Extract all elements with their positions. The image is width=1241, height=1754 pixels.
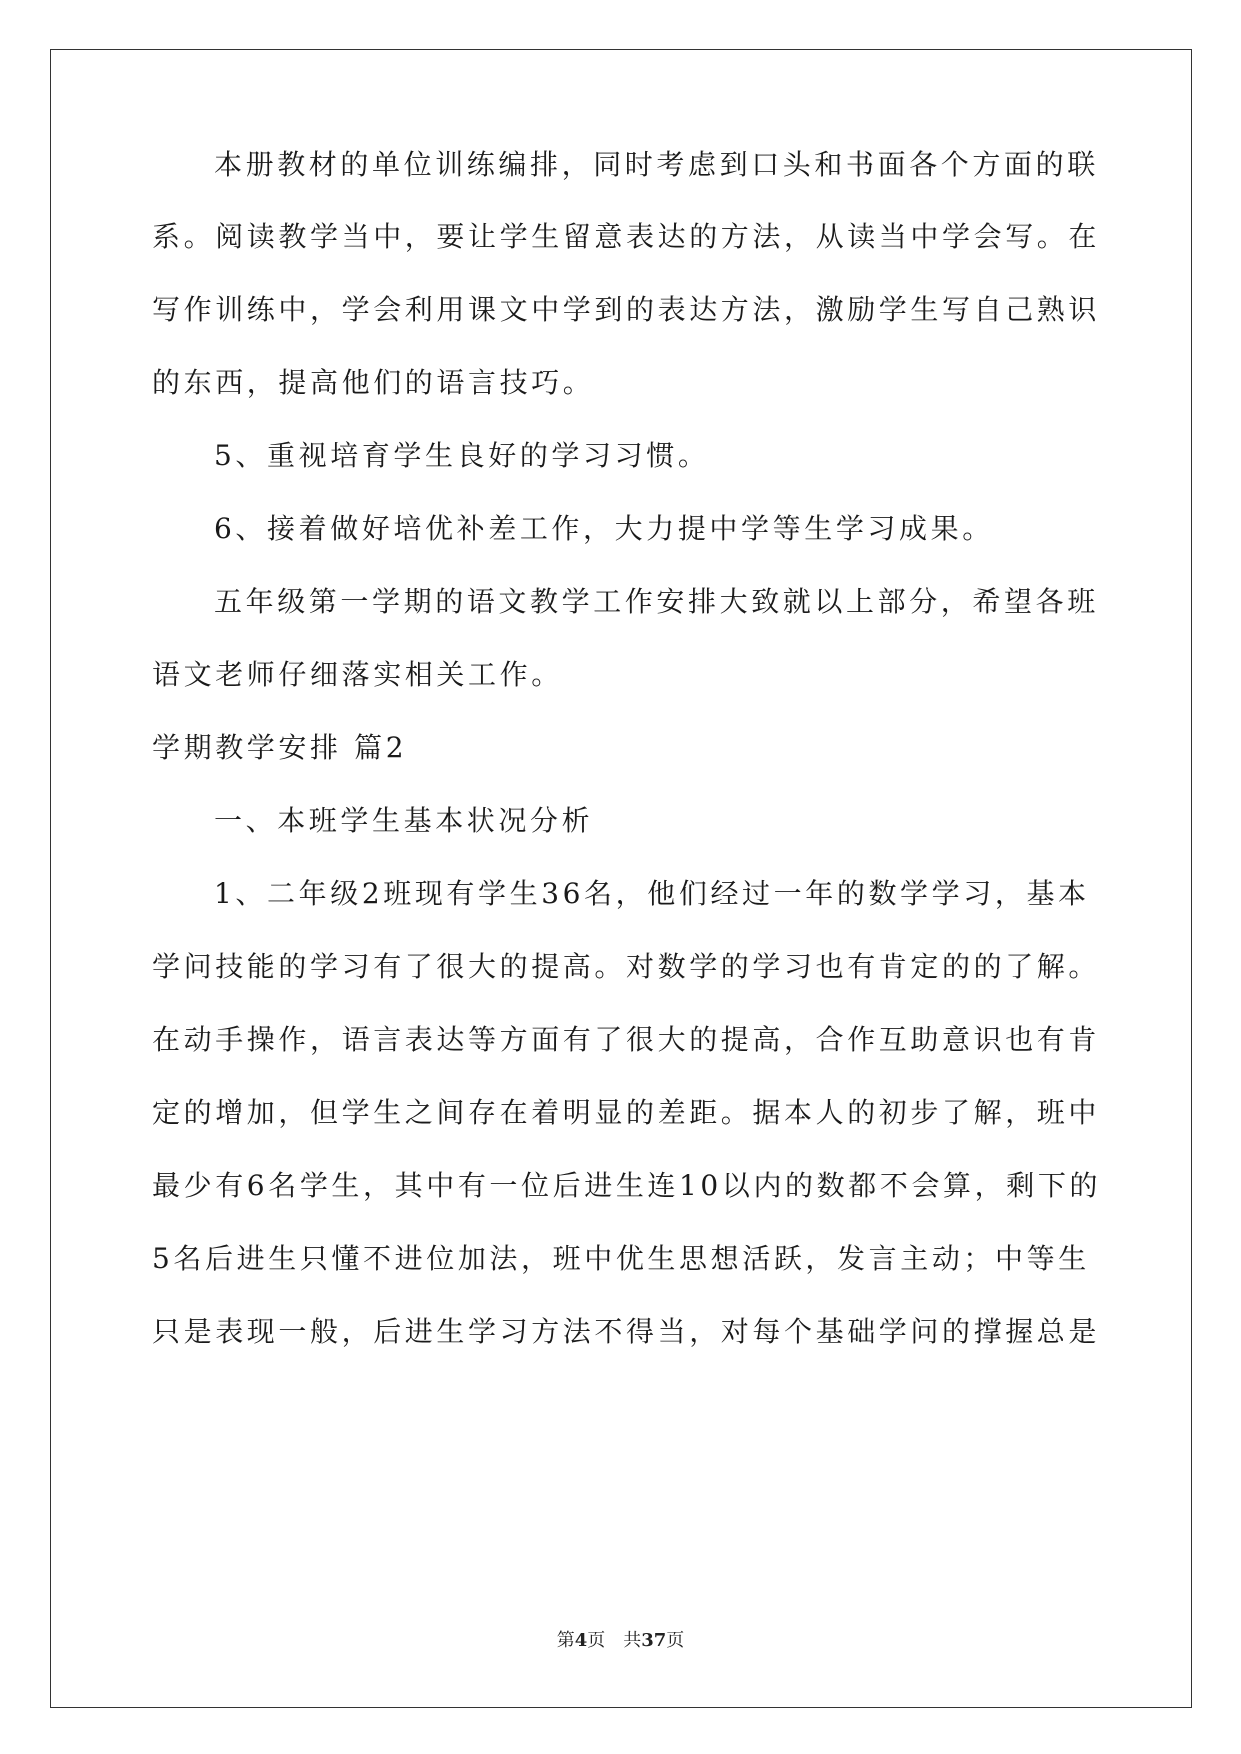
footer-suffix: 页: [666, 1630, 685, 1651]
subsection-heading: 一、本班学生基本状况分析: [214, 804, 594, 837]
footer-prefix: 第: [556, 1630, 575, 1651]
paragraph-line: 最少有6名学生，其中有一位后进生连10以内的数都不会算，剩下的: [152, 1169, 1102, 1202]
paragraph-line: 5名后进生只懂不进位加法，班中优生思想活跃，发言主动；中等生: [152, 1242, 1090, 1275]
total-page-count: 37: [641, 1630, 667, 1651]
page-footer: [0, 1630, 1241, 1652]
paragraph-line: 在动手操作，语言表达等方面有了很大的提高，合作互助意识也有肯: [152, 1023, 1101, 1056]
paragraph-line: 写作训练中，学会利用课文中学到的表达方法，激励学生写自己熟识: [152, 293, 1101, 326]
paragraph-line: 1、二年级2班现有学生36名，他们经过一年的数学学习，基本: [214, 877, 1090, 910]
paragraph-line: 6、接着做好培优补差工作，大力提中学等生学习成果。: [214, 512, 994, 545]
paragraph-line: 系。阅读教学当中，要让学生留意表达的方法，从读当中学会写。在: [152, 220, 1101, 253]
paragraph-line: 语文老师仔细落实相关工作。: [152, 658, 563, 691]
paragraph-line: 学问技能的学习有了很大的提高。对数学的学习也有肯定的的了解。: [152, 950, 1101, 983]
section-heading: 学期教学安排 篇2: [152, 731, 408, 764]
footer-middle: 页 共: [587, 1630, 642, 1651]
paragraph-line: 本册教材的单位训练编排，同时考虑到口头和书面各个方面的联: [214, 148, 1099, 181]
paragraph-line: 只是表现一般，后进生学习方法不得当，对每个基础学问的撑握总是: [152, 1315, 1101, 1348]
paragraph-line: 定的增加，但学生之间存在着明显的差距。据本人的初步了解，班中: [152, 1096, 1101, 1129]
paragraph-line: 五年级第一学期的语文教学工作安排大致就以上部分，希望各班: [214, 585, 1099, 618]
current-page-number: 4: [574, 1630, 588, 1651]
paragraph-line: 的东西，提高他们的语言技巧。: [152, 366, 595, 399]
paragraph-line: 5、重视培育学生良好的学习习惯。: [214, 439, 710, 472]
